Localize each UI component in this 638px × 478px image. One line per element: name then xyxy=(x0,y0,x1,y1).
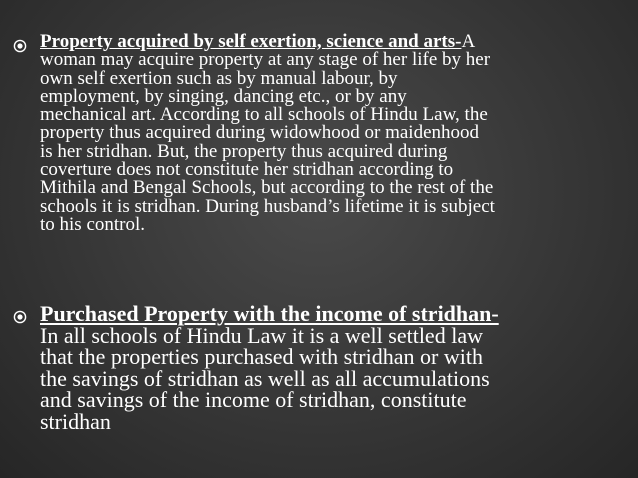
bullet-heading: Property acquired by self exertion, science and arts- xyxy=(40,31,462,52)
bullet-line: coverture does not constitute her stridhan according to xyxy=(40,159,454,181)
bullet-line: employment, by singing, dancing etc., or by any xyxy=(40,85,407,107)
bullet-line: woman may acquire property at any stage of her life by her xyxy=(40,49,491,71)
bullet-line: stridhan xyxy=(40,408,111,434)
bullet-line: In all schools of Hindu Law it is a well settled law xyxy=(40,322,483,348)
bullet-self-exertion-text xyxy=(40,33,630,234)
circled-dot-bullet-icon xyxy=(13,310,27,324)
bullet-line: schools it is stridhan. During husband’s lifetime it is subject xyxy=(40,195,495,217)
bullet-line: own self exertion such as by manual labour, by xyxy=(40,67,398,89)
bullet-line: to his control. xyxy=(40,213,146,235)
bullet-line: Mithila and Bengal Schools, but according to the rest of the xyxy=(40,177,494,199)
bullet-first-line-tail: A xyxy=(461,31,476,52)
bullet-line: and savings of the income of stridhan, constitute xyxy=(40,387,467,412)
bullet-line: property thus acquired during widowhood or maidenhood xyxy=(40,122,480,144)
bullet-line: is her stridhan. But, the property thus acquired during xyxy=(40,140,448,162)
bullet-line: the savings of stridhan as well as all accumulations xyxy=(40,365,490,391)
bullet-line: mechanical art. According to all schools of Hindu Law, the xyxy=(40,104,488,126)
circled-dot-bullet-icon xyxy=(13,39,27,53)
bullet-line: that the properties purchased with stridhan or with xyxy=(40,344,483,369)
bullet-purchased-property-text xyxy=(40,303,630,432)
bullet-heading: Purchased Property with the income of stridhan- xyxy=(40,301,499,326)
